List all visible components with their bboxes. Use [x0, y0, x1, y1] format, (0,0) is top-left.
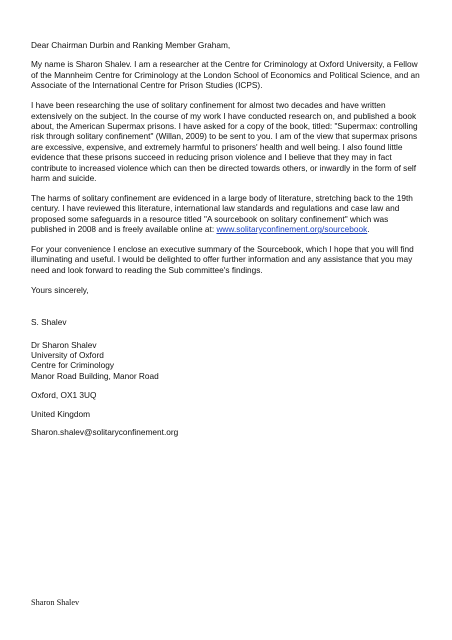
- paragraph-harms-end: .: [367, 224, 370, 235]
- address-country: United Kingdom: [31, 408, 91, 419]
- page-footer: Sharon Shalev: [31, 598, 80, 607]
- closing: Yours sincerely,: [31, 284, 89, 295]
- address-name: Dr Sharon Shalev: [31, 339, 97, 350]
- address-line-1: University of Oxford: [31, 349, 104, 360]
- paragraph-research: I have been researching the use of solitary confinement for almost two decades and have written extensively on the subject. In the course of my work I have conducted research on, and published a book about, the American Supermax prisons. I have asked for a copy of the book, titled: "Supermax: controlling risk through solitary confinement" (Willan, 2009) to be sent to you. I am of the view that supermax prisons are excessive, expensive, and extremely harmful to prisoners' health and well being. I also found little evidence that these prisons succeed in reducing prison violence and I believe that they may in fact contribute to increased violence which can then be directed towards others, or inwardly in the form of self harm and suicide.: [31, 100, 418, 183]
- address-line-3: Manor Road Building, Manor Road: [31, 370, 159, 381]
- address-city: Oxford, OX1 3UQ: [31, 390, 97, 401]
- signature: S. Shalev: [31, 317, 67, 328]
- salutation: Dear Chairman Durbin and Ranking Member Graham,: [31, 40, 231, 50]
- paragraph-convenience: For your convenience I enclose an executive summary of the Sourcebook, which I hope that you will find illuminating and useful. I would be delighted to offer further information and any assistance that you may need and look forward to reading the Sub committee's findings.: [31, 244, 414, 275]
- address-line-2: Centre for Criminology: [31, 360, 114, 371]
- paragraph-harms: [31, 193, 423, 235]
- paragraph-introduction: My name is Sharon Shalev. I am a researcher at the Centre for Criminology at Oxford University, a Fellow of the Mannheim Centre for Criminology at the London School of Economics and Political Science, and an Associate of the International Centre for Prison Studies (ICPS).: [31, 59, 420, 91]
- sourcebook-link[interactable]: www.solitaryconfinement.org/sourcebook: [216, 224, 368, 235]
- contact-email: Sharon.shalev@solitaryconfinement.org: [31, 426, 179, 437]
- address-block: [31, 340, 423, 382]
- paragraph-harms-text: The harms of solitary confinement are evidenced in a large body of literature, stretching back to the 19th century. I have reviewed this literature, international law standards and regulations and case law and proposed some safeguards in a resource titled "A sourcebook on solitary confinement" which was published in 2008 and is freely available online at:: [31, 192, 413, 235]
- letter-body: [31, 40, 423, 445]
